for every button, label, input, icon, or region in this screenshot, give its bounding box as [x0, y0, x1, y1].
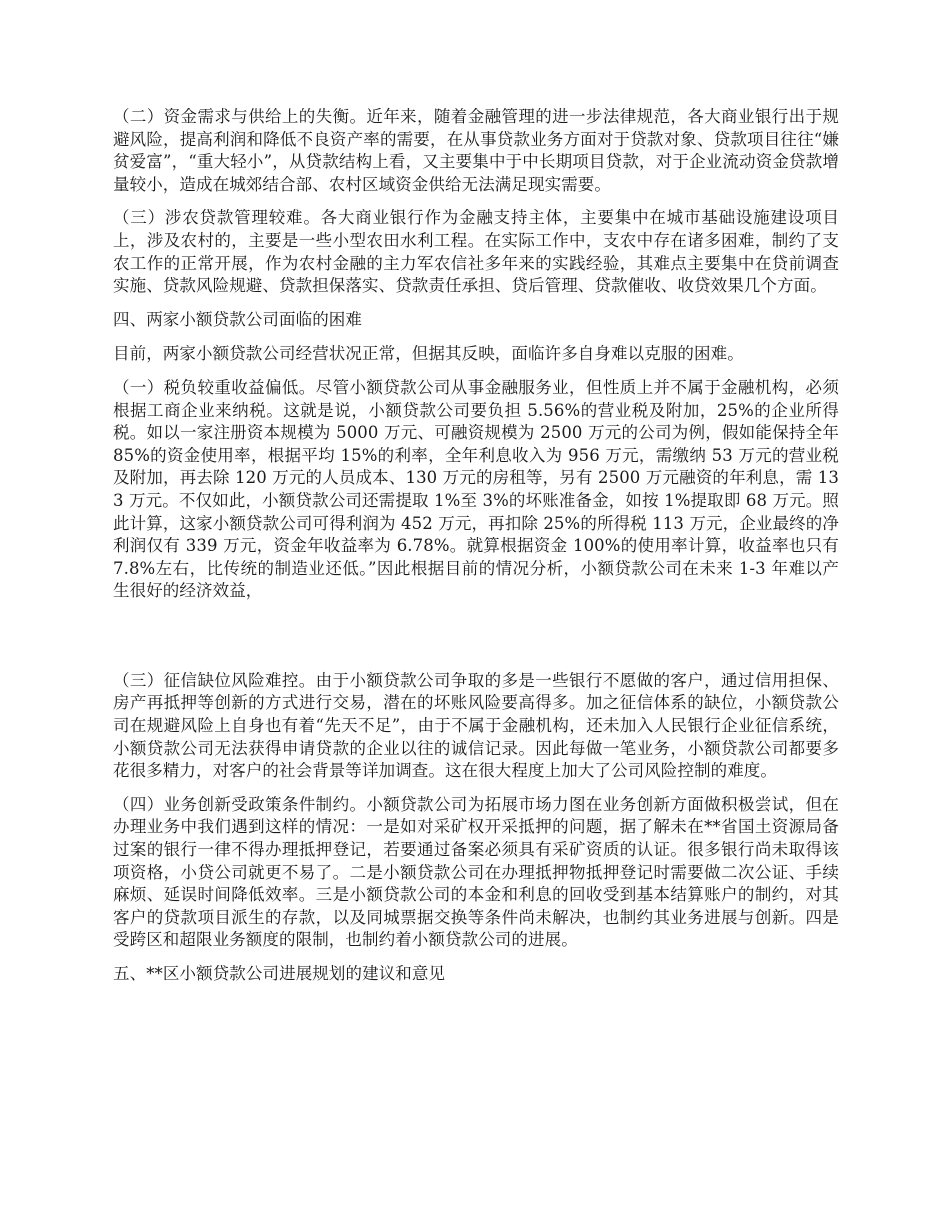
blank-gap [113, 614, 839, 670]
section-heading-suggestions: 五、**区小额贷款公司进展规划的建议和意见 [113, 964, 446, 983]
document-page [113, 106, 839, 998]
paragraph-tax-burden: （一）税负较重收益偏低。尽管小额贷款公司从事金融服务业，但性质上并不属于金融机构，必须根据工商企业来纳税。这就是说，小额贷款公司要负担 5.56%的营业税及附加，25%的企业所得税。如以一家注册资本规模为 5000 万元、可融资规模为 2500 万元的公司为例，假如能保持全年 85%的资金使用率，根据平均 15%的利率，全年利息收入为 956 万元，需缴纳 53 万元的营业税及附加，再去除 120 万元的人员成本、130 万元的房租等，另有 2500 万元融资的年利息，需 133 万元。不仅如此，小额贷款公司还需提取 1%至 3%的坏账准备金，如按 1%提取即 68 万元。照此计算，这家小额贷款公司可得利润为 452 万元，再扣除 25%的所得税 113 万元，企业最终的净利润仅有 339 万元，资金年收益率为 6.78%。就算根据资金 100%的使用率计算，收益率也只有 7.8%左右，比传统的制造业还低。”因此根据目前的情况分析，小额贷款公司在未来 1-3 年难以产生很好的经济效益， [113, 377, 839, 601]
section-heading-difficulties: 四、两家小额贷款公司面临的困难 [113, 309, 362, 329]
paragraph-funding-imbalance: （二）资金需求与供给上的失衡。近年来，随着金融管理的进一步法律规范，各大商业银行出于规避风险，提高利润和降低不良资产率的需要，在从事贷款业务方面对于贷款对象、贷款项目往往“嫌贫爱富”，“重大轻小”，从贷款结构上看，又主要集中于中长期项目贷款，对于企业流动资金贷款增量较小，造成在城郊结合部、农村区域资金供给无法满足现实需要。 [113, 107, 839, 194]
paragraph-intro-difficulties: 目前，两家小额贷款公司经营状况正常，但据其反映，面临许多自身难以克服的困难。 [113, 344, 744, 364]
paragraph-credit-risk: （三）征信缺位风险难控。由于小额贷款公司争取的多是一些银行不愿做的客户，通过信用担保、房产再抵押等创新的方式进行交易，潜在的坏账风险要高得多。加之征信体系的缺位，小额贷款公司在规避风险上自身也有着“先天不足”，由于不属于金融机构，还未加入人民银行企业征信系统，小额贷款公司无法获得申请贷款的企业以往的诚信记录。因此每做一笔业务，小额贷款公司都要多花很多精力，对客户的社会背景等详加调查。这在很大程度上加大了公司风险控制的难度。 [113, 670, 839, 781]
paragraph-agri-loan-management: （三）涉农贷款管理较难。各大商业银行作为金融支持主体，主要集中在城市基础设施建设项目上，涉及农村的，主要是一些小型农田水利工程。在实际工作中，支农中存在诸多困难，制约了支农工作的正常开展，作为农村金融的主力军农信社多年来的实践经验，其难点主要集中在贷前调查实施、贷款风险规避、贷款担保落实、贷款责任承担、贷后管理、贷款催收、收贷效果几个方面。 [113, 208, 839, 296]
paragraph-business-innovation: （四）业务创新受政策条件制约。小额贷款公司为拓展市场力图在业务创新方面做积极尝试，但在办理业务中我们遇到这样的情况：一是如对采矿权开采抵押的问题，据了解未在**省国土资源局备过案的银行一律不得办理抵押登记，若要通过备案必须具有采矿资质的认证。很多银行尚未取得该项资格，小贷公司就更不易了。二是小额贷款公司在办理抵押物抵押登记时需要做二次公证、手续麻烦、延误时间降低效率。三是小额贷款公司的本金和利息的回收受到基本结算账户的制约，对其客户的贷款项目派生的存款，以及同城票据交换等条件尚未解决，也制约其业务进展与创新。四是受跨区和超限业务额度的限制，也制约着小额贷款公司的进展。 [113, 794, 839, 950]
